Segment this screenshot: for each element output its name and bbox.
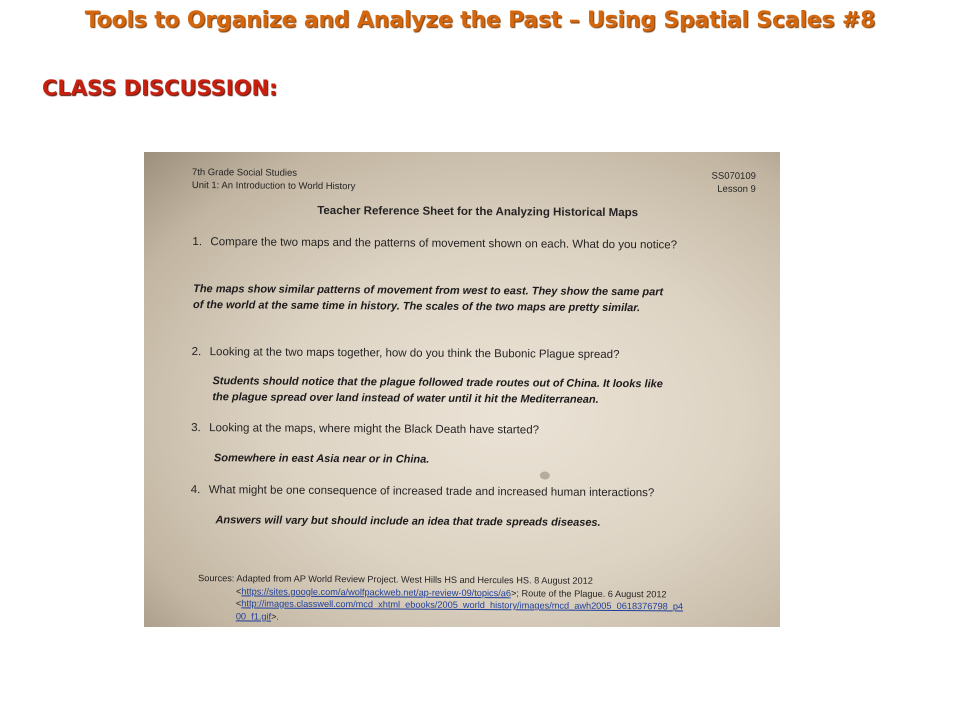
sources-line: Sources: Adapted from AP World Review Project. West Hills HS and Hercules HS. 8 August 2012 (198, 573, 593, 586)
unit-label: Unit 1: An Introduction to World History (191, 180, 356, 193)
answer-1 (193, 281, 663, 316)
sources-line: 00_f1.gif>. (235, 610, 280, 622)
answer-2 (212, 373, 663, 408)
answer-line: Somewhere in east Asia near or in China. (213, 452, 430, 466)
sheet-title: Teacher Reference Sheet for the Analyzing Historical Maps (317, 204, 639, 220)
answer-line: of the world at the same time in history. The scales of the two maps are pretty similar. (192, 299, 641, 315)
sources-line: <https://sites.google.com/a/wolfpackweb.net/ap-review-09/topics/a6>; Route of the Plague. 6 August 2012 (235, 585, 667, 599)
answer-line: Answers will vary but should include an idea that trade spreads diseases. (215, 514, 601, 529)
question-2 (192, 346, 620, 361)
question-text: Compare the two maps and the patterns of movement shown on each. What do you notice? (210, 236, 678, 252)
course-code: SS070109 (711, 170, 756, 182)
worksheet-photo (144, 152, 780, 627)
question-number: 2. (191, 346, 202, 359)
question-number: 1. (192, 236, 203, 249)
question-1 (192, 236, 677, 251)
slide-title: Tools to Organize and Analyze the Past – Using Spatial Scales #8 (84, 8, 876, 33)
sources-line: <http://images.classwell.com/mcd_xhtml_ebooks/2005_world_history/images/mcd_awh2005_0618376798_p4 (235, 598, 684, 612)
question-text: Looking at the maps, where might the Black Death have started? (209, 422, 540, 437)
question-4 (191, 484, 655, 499)
sheet-header-left (192, 166, 356, 193)
answer-line: The maps show similar patterns of movement from west to east. They show the same part (193, 283, 664, 299)
answer-3 (214, 450, 429, 468)
source-link[interactable]: https://sites.google.com/a/wolfpackweb.net/ap-review-09/topics/a6 (241, 585, 512, 598)
question-number: 4. (190, 484, 201, 497)
sheet-header-right (711, 170, 756, 196)
sources-block (198, 572, 683, 625)
lesson-label: Lesson 9 (717, 183, 756, 195)
source-link[interactable]: http://images.classwell.com/mcd_xhtml_ebooks/2005_world_history/images/mcd_awh2005_0618376798_p4 (241, 598, 684, 612)
question-text: What might be one consequence of increased trade and increased human interactions? (208, 484, 655, 500)
smudge-mark (540, 471, 550, 479)
question-3 (191, 422, 539, 436)
section-heading: CLASS DISCUSSION: (42, 76, 278, 100)
answer-4 (215, 512, 600, 531)
question-number: 3. (191, 422, 201, 435)
question-text: Looking at the two maps together, how do you think the Bubonic Plague spread? (209, 346, 620, 362)
source-link[interactable]: 00_f1.gif (235, 610, 272, 622)
answer-line: the plague spread over land instead of water until it hit the Mediterranean. (212, 391, 599, 406)
grade-label: 7th Grade Social Studies (191, 167, 298, 179)
answer-line: Students should notice that the plague followed trade routes out of China. It looks like (212, 375, 663, 391)
reference-sheet (185, 164, 768, 627)
